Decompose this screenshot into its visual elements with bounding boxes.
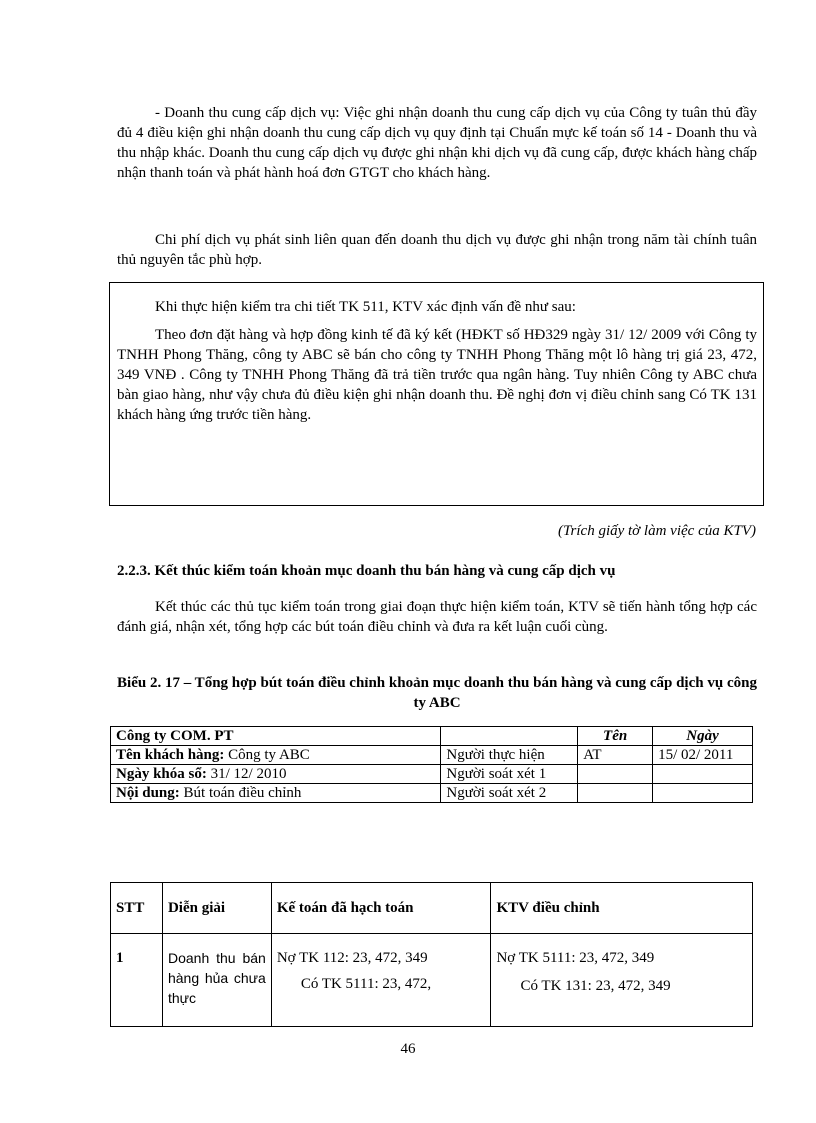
empty-cell <box>653 765 753 784</box>
table-row <box>111 765 753 784</box>
page-number: 46 <box>400 1041 416 1057</box>
table-row <box>111 746 753 765</box>
accounting-debit: Nợ TK 112: 23, 472, 349 <box>276 950 428 966</box>
table-row <box>111 934 753 1027</box>
table-title: Biểu 2. 17 – Tổng hợp bút toán điều chỉnh khoản mục doanh thu bán hàng và cung cấp dịch vụ công ty ABC <box>117 675 757 711</box>
closing-label: Ngày khóa sổ: <box>116 766 207 782</box>
header-accounting: Kế toán đã hạch toán <box>271 883 491 934</box>
header-ktv-adjustment: KTV điều chỉnh <box>491 883 753 934</box>
client-value: Công ty ABC <box>224 747 310 763</box>
ktv-findings-box <box>109 282 764 506</box>
row-accounting-cell <box>271 934 491 1027</box>
findings-detail: Theo đơn đặt hàng và hợp đồng kinh tế đã ký kết (HĐKT số HĐ329 ngày 31/ 12/ 2009 với Công ty TNHH Phong Thăng, công ty ABC sẽ bán cho công ty TNHH Phong Thăng một lô hàng trị giá 23, 472, 349 VNĐ . Công ty TNHH Phong Thăng đã trả tiền trước qua ngân hàng. Tuy nhiên Công ty ABC chưa bàn giao hàng, như vậy chưa đủ điều kiện ghi nhận doanh thu. Đề nghị đơn vị điều chỉnh sang Có TK 131 khách hàng ứng trước tiền hàng. <box>117 327 757 423</box>
ktv-credit: Có TK 131: 23, 472, 349 <box>520 978 671 994</box>
content-label: Nội dung: <box>116 785 180 801</box>
company-name: Công ty COM. PT <box>111 727 441 746</box>
section-heading: 2.2.3. Kết thúc kiểm toán khoản mục doanh thu bán hàng và cung cấp dịch vụ <box>117 563 616 579</box>
closing-cell <box>111 765 441 784</box>
row-ktv-cell <box>491 934 753 1027</box>
client-label: Tên khách hàng: <box>116 747 225 763</box>
header-stt: STT <box>111 883 163 934</box>
findings-intro: Khi thực hiện kiểm tra chi tiết TK 511, KTV xác định vấn đề như sau: <box>155 299 576 315</box>
section-paragraph: Kết thúc các thủ tục kiểm toán trong giai đoạn thực hiện kiểm toán, KTV sẽ tiến hành tổng hợp các đánh giá, nhận xét, tổng hợp các bút toán điều chỉnh và đưa ra kết luận cuối cùng. <box>117 599 757 635</box>
adjustment-table <box>110 882 753 1027</box>
accounting-credit: Có TK 5111: 23, 472, <box>300 976 432 992</box>
table-row <box>111 784 753 803</box>
performer-label: Người thực hiện <box>441 746 578 765</box>
paragraph-service-revenue: - Doanh thu cung cấp dịch vụ: Việc ghi nhận doanh thu cung cấp dịch vụ của Công ty tuân thủ đầy đủ 4 điều kiện ghi nhận doanh thu cung cấp dịch vụ quy định tại Chuẩn mực kế toán số 14 - Doanh thu và thu nhập khác. Doanh thu cung cấp dịch vụ được ghi nhận khi dịch vụ đã cung cấp, được khách hàng chấp nhận thanh toán và phát hành hoá đơn GTGT cho khách hàng. <box>117 105 757 181</box>
col-header-date: Ngày <box>653 727 753 746</box>
row-stt: 1 <box>111 934 163 1027</box>
paragraph-service-cost: Chi phí dịch vụ phát sinh liên quan đến doanh thu dịch vụ được ghi nhận trong năm tài chính tuân thủ nguyên tắc phù hợp. <box>117 232 757 268</box>
empty-cell <box>653 784 753 803</box>
source-caption: (Trích giấy tờ làm việc của KTV) <box>558 523 756 539</box>
empty-cell <box>578 784 653 803</box>
reviewer2-label: Người soát xét 2 <box>441 784 578 803</box>
table-header-row <box>111 883 753 934</box>
content-value: Bút toán điều chỉnh <box>179 785 302 801</box>
working-paper-info-table <box>110 726 753 803</box>
empty-cell <box>441 727 578 746</box>
col-header-name: Tên <box>578 727 653 746</box>
row-description: Doanh thu bán hàng hủa chưa thực <box>162 934 271 1027</box>
ktv-debit: Nợ TK 5111: 23, 472, 349 <box>496 950 655 966</box>
table-row <box>111 727 753 746</box>
content-cell <box>111 784 441 803</box>
closing-value: 31/ 12/ 2010 <box>206 766 287 782</box>
client-cell <box>111 746 441 765</box>
performer-name: AT <box>578 746 653 765</box>
header-description: Diễn giải <box>162 883 271 934</box>
empty-cell <box>578 765 653 784</box>
performer-date: 15/ 02/ 2011 <box>653 746 753 765</box>
reviewer1-label: Người soát xét 1 <box>441 765 578 784</box>
